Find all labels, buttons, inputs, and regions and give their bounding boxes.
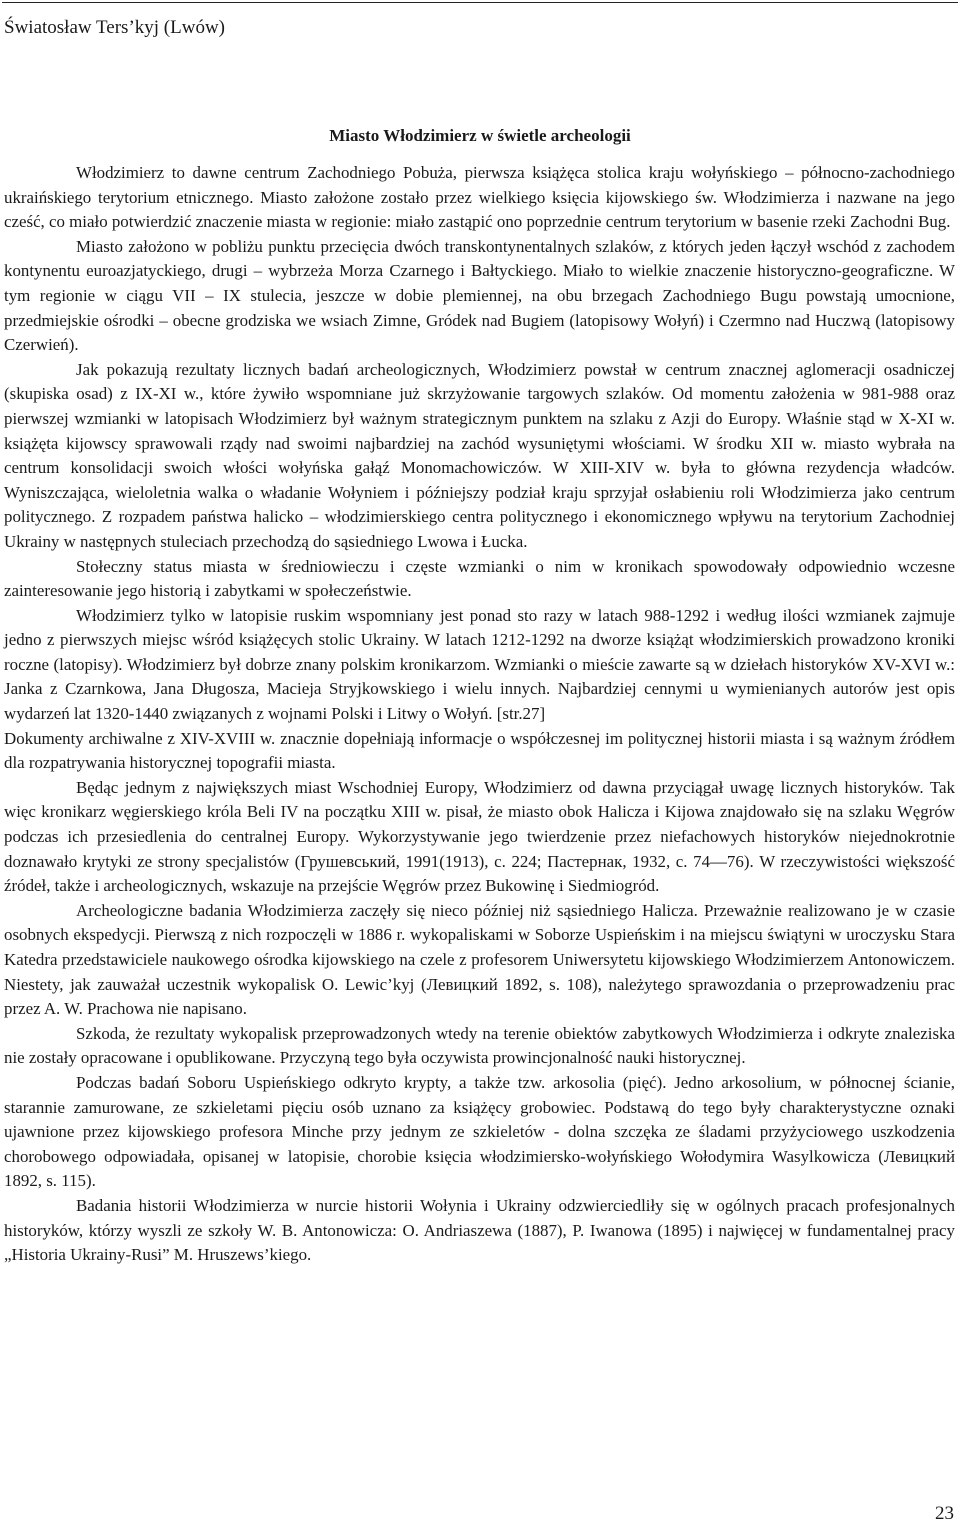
paragraph: Dokumenty archiwalne z XIV-XVIII w. znacznie dopełniają informacje o współczesnej im politycznej historii miasta i są ważnym źródłem dla rozpatrywania historycznej topografii miasta. <box>4 728 955 773</box>
paragraph: Włodzimierz to dawne centrum Zachodniego Pobuża, pierwsza książęca stolica kraju wołyńskiego – północno-zachodniego ukraińskiego terytorium etnicznego. Miasto założone zostało przez wielkiego księcia kijowskiego św. Włodzimierza i nazwane na jego cześć, co miało potwierdzić znaczenie miasta w regionie: miało zastąpić ono poprzednie centrum terytorium w basenie rzeki Zachodni Bug. <box>4 163 955 232</box>
paragraph: Jak pokazują rezultaty licznych badań archeologicznych, Włodzimierz powstał w centrum znacznej aglomeracji osadniczej (skupiska osad) z IX-XI w., które żywiło wspomniane już skrzyżowanie targowych szlaków. Od momentu założenia w 981-988 oraz pierwszej wzmianki w latopisach Włodzimierz był ważnym strategicznym punktem na szlaku z Azji do Europy. Właśnie stąd w X-XI w. książęta kijowscy sprawowali rządy nad swoimi najbardziej na zachód wysuniętymi włościami. W środku XII w. miasto wybrała na centrum konsolidacji swoich włości wołyńska gałąź Monomachowiczów. W XIII-XIV w. była to główna rezydencja władców. Wyniszczająca, wieloletnia walka o władanie Wołyniem i późniejszy podział kraju sprzyjał osłabieniu roli Włodzimierza jako centrum politycznego. Z rozpadem państwa halicko – włodzimierskiego centra politycznego i ekonomicznego wpływu na terytorium Zachodniej Ukrainy w następnych stuleciach przechodzą do sąsiedniego Lwowa i Łucka. <box>4 359 955 551</box>
article-body <box>4 161 955 1268</box>
paragraph: Będąc jednym z największych miast Wschodniej Europy, Włodzimierz od dawna przyciągał uwagę licznych historyków. Tak więc kronikarz węgierskiego króla Beli IV na początku XIII w. pisał, że miasto obok Halicza i Kijowa znajdowało się na szlaku Węgrów podczas ich przesiedlenia do centralnej Europy. Wykorzystywanie jego twierdzenie przez niefachowych historyków niejednokrotnie doznawało krytyki ze strony specjalistów (Грушевський, 1991(1913), с. 224; Пастернак, 1932, с. 74—76). W rzeczywistości większość źródeł, także i archeologicznych, wskazuje na przejście Węgrów przez Bukowinę i Siedmiogród. <box>4 777 955 896</box>
header-rule <box>2 2 958 3</box>
paragraph: Włodzimierz tylko w latopisie ruskim wspomniany jest ponad sto razy w latach 988-1292 i według ilości wzmianek zajmuje jedno z pierwszych miejsc wśród książęcych stolic Ukrainy. W latach 1212-1292 na dworze książąt włodzimierskich prowadzono kroniki roczne (latopisy). Włodzimierz był dobrze znany polskim kronikarzom. Wzmianki o mieście zawarte są w dziełach historyków XV-XVI w.: Janka z Czarnkowa, Jana Długosza, Macieja Stryjkowskiego i wielu innych. Najbardziej cennymi u wymienianych autorów jest opis wydarzeń lat 1320-1440 związanych z wojnami Polski i Litwy o Wołyń. [str.27] <box>4 605 955 724</box>
paragraph: Miasto założono w pobliżu punktu przecięcia dwóch transkontynentalnych szlaków, z których jeden łączył wschód z zachodem kontynentu euroazjatyckiego, drugi – wybrzeża Morza Czarnego i Bałtyckiego. Miało to wielkie znaczenie historyczno-geograficzne. W tym regionie w ciągu VII – IX stulecia, jeszcze w dobie plemiennej, na obu brzegach Zachodniego Bugu powstają umocnione, przedmiejskie ośrodki – obecne grodziska we wsiach Zimne, Gródek nad Bugiem (latopisowy Wołyń) i Czermno nad Huczwą (latopisowy Czerwień). <box>4 236 955 355</box>
paragraph: Szkoda, że rezultaty wykopalisk przeprowadzonych wtedy na terenie obiektów zabytkowych Włodzimierza i odkryte znaleziska nie zostały opracowane i opublikowane. Przyczyną tego była oczywista prowincjonalność nauki historycznej. <box>4 1023 955 1068</box>
running-header: Światosław Ters’kyj (Lwów) <box>4 17 226 38</box>
paragraph: Archeologiczne badania Włodzimierza zaczęły się nieco później niż sąsiedniego Halicza. Przeważnie realizowano je w czasie osobnych ekspedycji. Pierwszą z nich rozpoczęli w 1886 r. wykopaliskami w Soborze Uspieńskim i na miejscu świątyni w uroczysku Stara Katedra przedstawiciele naukowego ośrodka kijowskiego na czele z profesorem Uniwersytetu kijowskiego Włodzimierzem Antonowiczem. Niestety, jak zauważał uczestnik wykopalisk O. Lewic’kyj (Левицкий 1892, s. 108), należytego sprawozdania o przeprowadzeniu prac przez A. W. Prachowa nie napisano. <box>4 900 955 1019</box>
article-title: Miasto Włodzimierz w świetle archeologii <box>329 126 631 146</box>
page-number: 23 <box>935 1503 954 1524</box>
paragraph: Podczas badań Soboru Uspieńskiego odkryto krypty, a także tzw. arkosolia (pięć). Jedno arkosolium, w północnej ścianie, starannie zamurowane, ze szkieletami pięciu osób uznano za książęcy grobowiec. Podstawą do tego były charakterystyczne oznaki ujawnione przez kijowskiego profesora Minche przy jednym ze szkieletów - dolna szczęka ze śladami przyżyciowego uszkodzenia chorobowego odpowiadała, opisanej w latopisie, chorobie księcia włodzimiersko-wołyńskiego Wołodymira Wasylkowicza (Левицкий 1892, s. 115). <box>4 1072 955 1191</box>
paragraph: Badania historii Włodzimierza w nurcie historii Wołynia i Ukrainy odzwierciedliły się w ogólnych pracach profesjonalnych historyków, którzy wyszli ze szkoły W. B. Antonowicza: O. Andriaszewa (1887), P. Iwanowa (1895) i najwięcej w fundamentalnej pracy „Historia Ukrainy-Rusi” M. Hruszews’kiego. <box>4 1195 955 1265</box>
paragraph: Stołeczny status miasta w średniowieczu i częste wzmianki o nim w kronikach spowodowały odpowiednio wczesne zainteresowanie jego historią i zabytkami w społeczeństwie. <box>4 556 955 601</box>
